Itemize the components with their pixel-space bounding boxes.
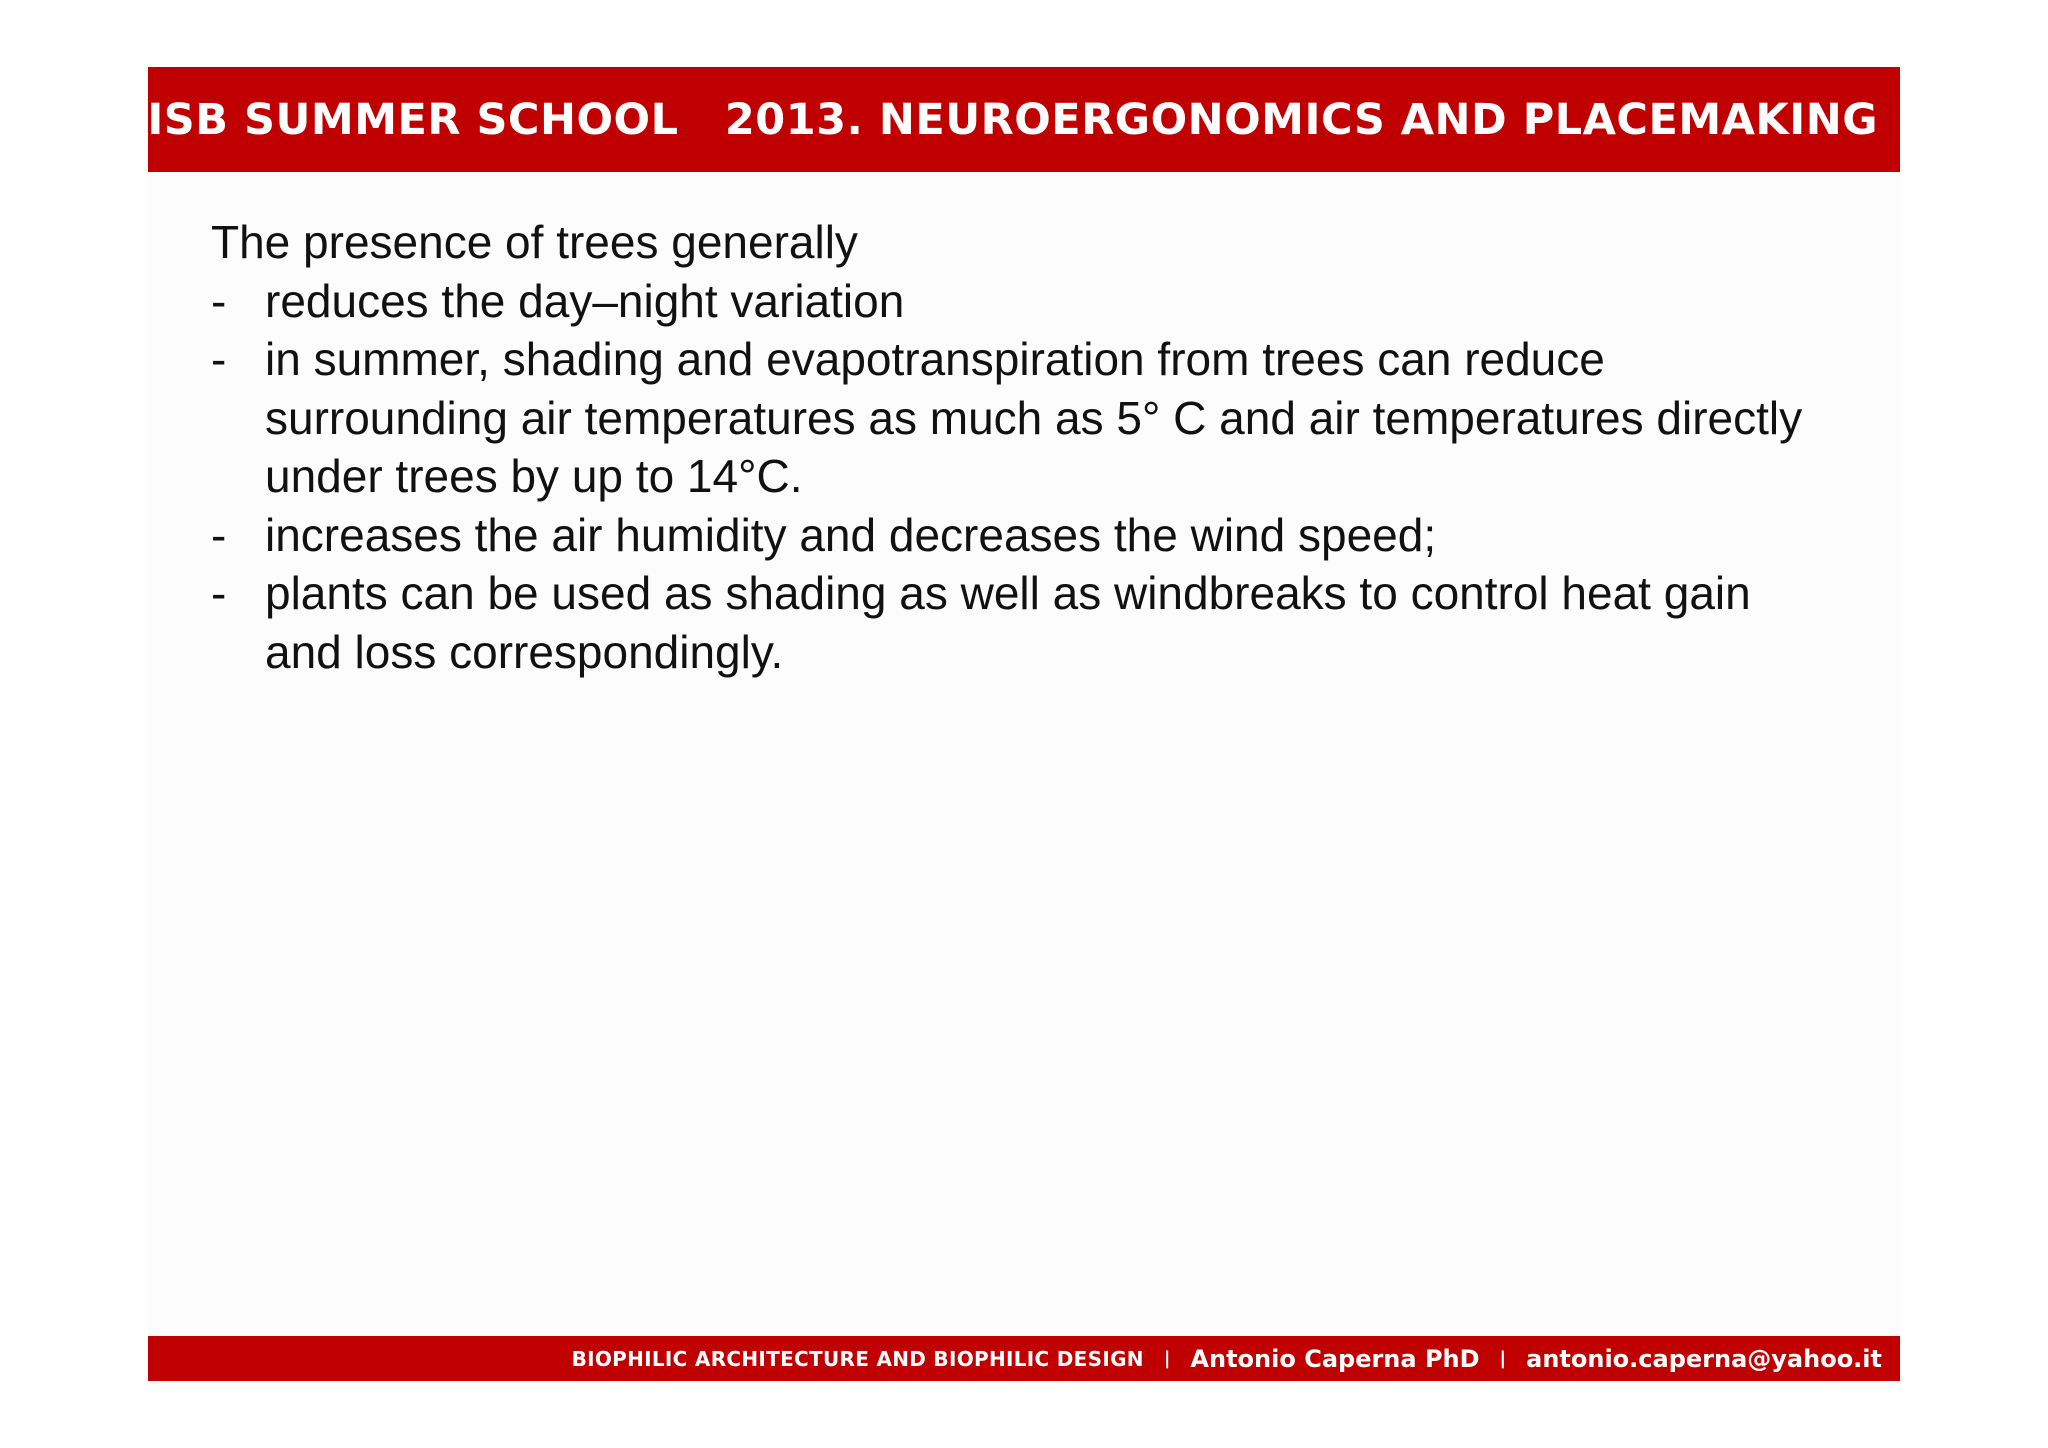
bullet-list [211,272,1811,682]
footer-separator: | [1499,1348,1507,1369]
bullet-item [211,330,1811,506]
footer-author: Antonio Caperna PhD [1190,1344,1480,1373]
bullet-marker: - [211,508,227,561]
footer-separator: | [1163,1348,1171,1369]
footer-course-title: BIOPHILIC ARCHITECTURE AND BIOPHILIC DESIGN [571,1346,1144,1371]
footer-bar [148,1336,1900,1381]
bullet-text: plants can be used as shading as well as windbreaks to control heat gain and loss correspondingly. [265,567,1751,678]
bullet-item [211,564,1811,681]
bullet-marker: - [211,333,227,385]
bullet-text: increases the air humidity and decreases the wind speed; [265,508,1437,561]
header-bar [148,67,1900,172]
bullet-item [211,506,1811,565]
intro-text: The presence of trees generally [211,216,858,268]
bullet-text: reduces the day–night variation [265,274,905,327]
bullet-marker: - [211,567,227,619]
footer-email: antonio.caperna@yahoo.it [1526,1344,1882,1373]
slide-header-title: ISB SUMMER SCHOOL 2013. NEUROERGONOMICS AND PLACEMAKING [147,94,1878,145]
slide-content [211,213,1811,681]
bullet-text: in summer, shading and evapotranspiration from trees can reduce surrounding air temperatures as much as 5° C and air temperatures directly under trees by up to 14°C. [265,333,1803,502]
bullet-item [211,272,1811,331]
bullet-marker: - [211,274,227,327]
